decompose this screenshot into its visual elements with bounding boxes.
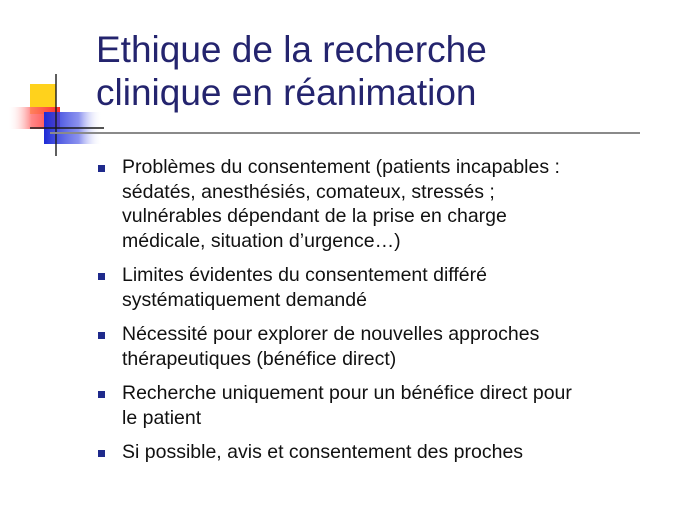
bullet-item	[96, 263, 676, 312]
bullet-line: Limites évidentes du consentement différé	[122, 264, 487, 286]
bullet-line: Si possible, avis et consentement des proches	[122, 441, 524, 463]
title-line: clinique en réanimation	[96, 72, 477, 113]
square-bullet-icon	[98, 273, 105, 280]
bullet-line: le patient	[122, 406, 202, 429]
title-line: Ethique de la recherche	[96, 29, 487, 70]
square-bullet-icon	[98, 450, 105, 457]
bullet-line: Recherche uniquement pour un bénéfice direct pour	[122, 382, 572, 404]
bullet-line: Problèmes du consentement (patients incapables :	[122, 156, 560, 178]
bullet-line: Nécessité pour explorer de nouvelles approches	[122, 323, 540, 345]
bullet-list	[96, 155, 676, 475]
bullet-line: systématiquement demandé	[122, 288, 367, 311]
bullet-line: médicale, situation d’urgence…)	[122, 229, 401, 252]
title-divider	[50, 132, 640, 134]
bullet-line: thérapeutiques (bénéfice direct)	[122, 347, 397, 370]
bullet-line: vulnérables dépendant de la prise en charge	[122, 205, 507, 227]
bullet-item	[96, 155, 676, 253]
bullet-item	[96, 381, 676, 430]
bullet-item	[96, 322, 676, 371]
bullet-item	[96, 440, 676, 465]
square-bullet-icon	[98, 391, 105, 398]
slide-title	[96, 28, 676, 114]
square-bullet-icon	[98, 165, 105, 172]
corner-decoration	[0, 0, 110, 160]
square-bullet-icon	[98, 332, 105, 339]
bullet-line: sédatés, anesthésiés, comateux, stressés ;	[122, 180, 495, 203]
